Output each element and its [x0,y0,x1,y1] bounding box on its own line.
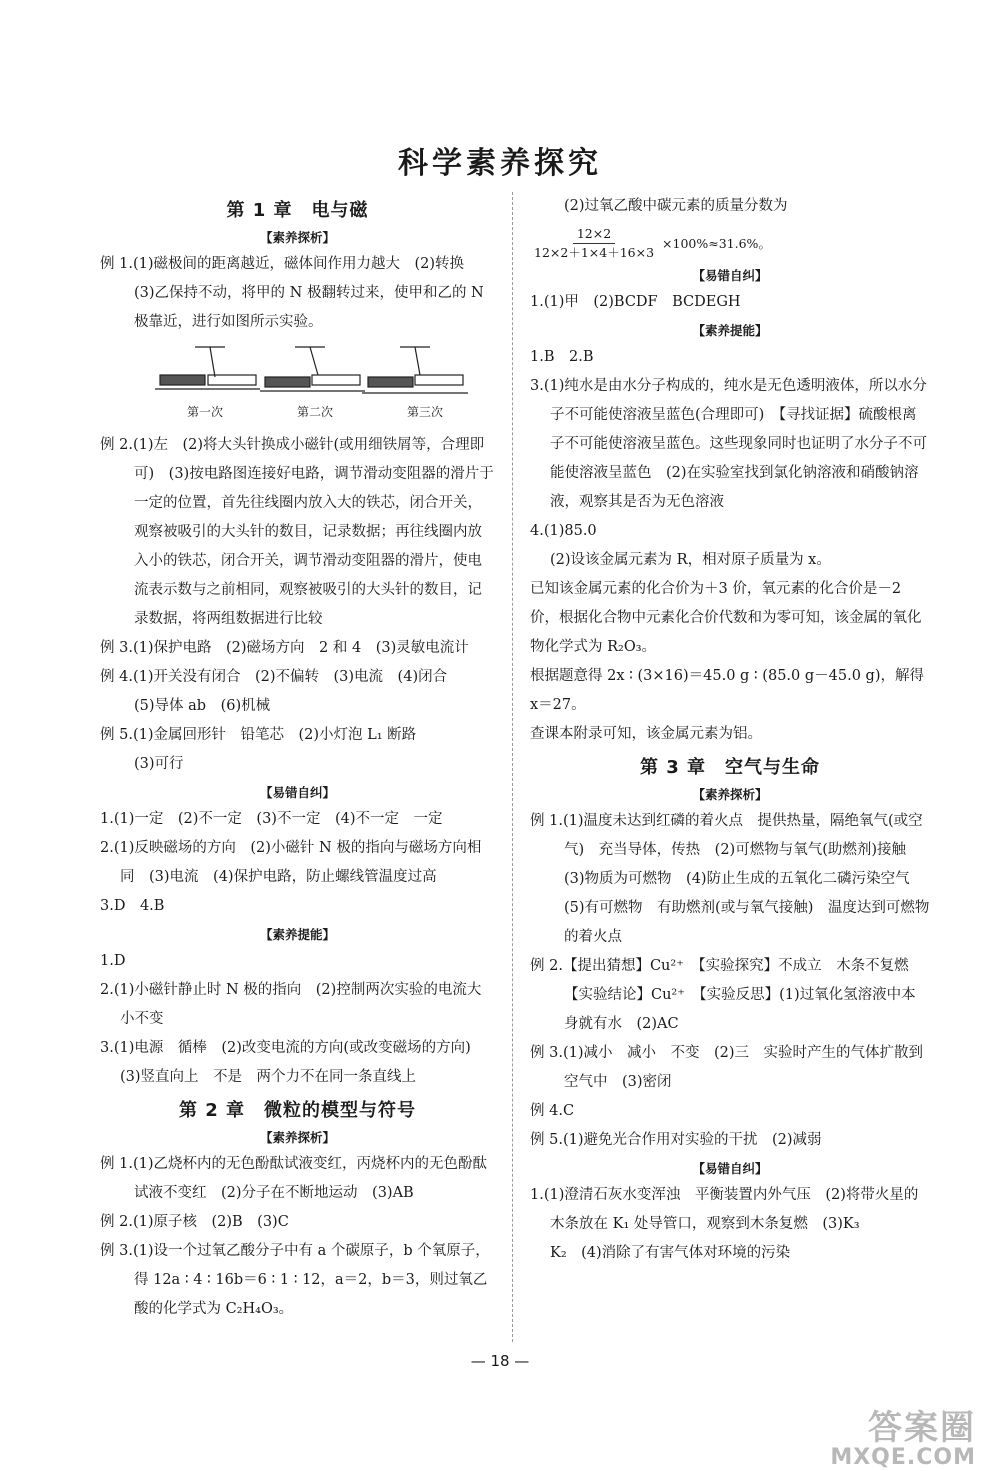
skill-item-3: 3.(1)电源 循棒 (2)改变电流的方向(或改变磁场的方向) [100,1040,471,1056]
example-4-cont: (5)导体 ab (6)机械 [134,698,271,714]
section-heading: 【素养探析】 [259,1130,335,1145]
ch3-example-2: 例 2.【提出猜想】Cu²⁺ 【实验探究】不成立 木条不复燃 [530,958,909,974]
fraction-numerator: 12×2 [573,225,615,244]
magnet-diagram [100,339,495,409]
magnet-experiment-figure [100,339,495,431]
chapter-3-title: 第 3 章 空气与生命 [639,757,821,778]
ch3-example-3: 例 3.(1)减小 减小 不变 (2)三 实验时产生的气体扩散到空气中 (3)密闭 [530,1045,924,1090]
section-heading: 【易错自纠】 [692,268,768,283]
example-3: 例 3.(1)保护电路 (2)磁场方向 2 和 4 (3)灵敏电流计 [100,640,469,656]
section-heading: 【易错自纠】 [692,1161,768,1176]
ch3-example-2-cont: 【实验结论】Cu²⁺ 【实验反思】(1)过氧化氢溶液中本身就有水 (2)AC [564,987,916,1032]
ch2-skill-item-1: 1.B 2.B [530,349,594,365]
column-divider [512,192,513,1342]
skill-item-1: 1.D [100,953,126,969]
chapter-1-title: 第 1 章 电与磁 [226,200,369,221]
section-heading: 【素养探析】 [259,230,335,245]
ch2-skill-item-4-cont: 根据题意得 2x ∶ (3×16)＝45.0 g ∶ (85.0 g－45.0 g)，解得 x＝27。 [530,668,924,713]
error-item-3: 3.D 4.B [100,898,165,914]
page-title: 科学素养探究 [398,146,602,181]
figure-caption: 第一次 [186,405,223,419]
section-heading: 【易错自纠】 [259,785,335,800]
example-5: 例 5.(1)金属回形针 铅笔芯 (2)小灯泡 L₁ 断路 [100,727,417,743]
section-heading: 【素养提能】 [259,927,335,942]
ch2-skill-item-4-cont: (2)设该金属元素为 R，相对原子质量为 x。 [550,552,831,568]
section-heading: 【素养提能】 [692,323,768,338]
ch3-example-4: 例 4.C [530,1103,575,1119]
chapter-2-title: 第 2 章 微粒的模型与符号 [178,1100,417,1121]
figure-caption: 第三次 [406,405,443,419]
watermark-url: MXQE.COM [830,1445,976,1470]
fraction-denominator: 12×2＋1×4＋16×3 [534,245,655,260]
ch2-skill-item-4-cont: 查课本附录可知，该金属元素为铝。 [530,726,762,742]
error-item-1: 1.(1)一定 (2)不一定 (3)不一定 (4)不一定 一定 [100,811,443,827]
example-1-cont: (3)乙保持不动，将甲的 N 极翻转过来，使甲和乙的 N 极靠近，进行如图所示实验。 [134,285,484,330]
ch2-example-1: 例 1.(1)乙烧杯内的无色酚酞试液变红，丙烧杯内的无色酚酞试液不变红 (2)分子在不断地运动 (3)AB [100,1156,487,1201]
ch3-error-item-1: 1.(1)澄清石灰水变浑浊 平衡装置内外气压 (2)将带火星的木条放在 K₁ 处导管口，观察到木条复燃 (3)K₃ [530,1187,919,1232]
ch2-example-3: 例 3.(1)设一个过氧乙酸分子中有 a 个碳原子，b 个氧原子，得 12a ∶ 4 ∶ 16b＝6 ∶ 1 ∶ 12，a＝2，b＝3，则过氧乙酸的化学式为 C₂H₄O₃。 [100,1243,490,1317]
ch2-example-2: 例 2.(1)原子核 (2)B (3)C [100,1214,289,1230]
skill-item-2: 2.(1)小磁针静止时 N 极的指向 (2)控制两次实验的电流大小不变 [100,982,482,1027]
fraction-result: ×100%≈31.6%。 [662,235,771,251]
figure-captions [150,403,480,420]
page-number: — 18 — [470,1352,530,1370]
watermark [830,1400,976,1470]
example-2: 例 2.(1)左 (2)将大头针换成小磁针(或用细铁屑等，合理即可) (3)按电路图连接好电路，调节滑动变阻器的滑片于一定的位置，首先往线圈内放入大的铁芯，闭合开关，观察被吸引的大头针的数目，记录数据；再往线圈内放入小的铁芯，闭合开关，调节滑动变阻器的滑片，使电流表示数与之前相同，观察被吸引的大头针的数目，记录数据，将两组数据进行比较 [100,437,494,627]
left-column [100,192,495,1324]
ch2-skill-item-4: 4.(1)85.0 [530,523,597,539]
example-4: 例 4.(1)开关没有闭合 (2)不偏转 (3)电流 (4)闭合 [100,669,448,685]
watermark-logo: 答案圈 [868,1408,976,1448]
example-1: 例 1.(1)磁极间的距离越近，磁体间作用力越大 (2)转换 [100,256,465,272]
right-column [530,192,930,1268]
section-heading: 【素养探析】 [692,787,768,802]
example-5-cont: (3)可行 [134,756,184,772]
fraction-formula [530,225,930,262]
ch3-example-1: 例 1.(1)温度未达到红磷的着火点 提供热量，隔绝氧气(或空气) 充当导体，传热 (2)可燃物与氧气(助燃剂)接触 (3)物质为可燃物 (4)防止生成的五氧化二磷污染空气 (5)有可燃物 有助燃剂(或与氧气接触) 温度达到可燃物的着火点 [530,813,930,945]
ch3-error-item-1-cont: K₂ (4)消除了有害气体对环境的污染 [550,1245,791,1261]
ch2-example-3-cont: (2)过氧乙酸中碳元素的质量分数为 [564,198,788,214]
figure-caption: 第二次 [296,405,333,419]
ch2-skill-item-3: 3.(1)纯水是由水分子构成的，纯水是无色透明液体，所以水分子不可能使溶液呈蓝色(合理即可) 【寻找证据】硫酸根离子不可能使溶液呈蓝色。这些现象同时也证明了水分子不可能使溶液呈蓝色 (2)在实验室找到氯化钠溶液和硝酸钠溶液，观察其是否为无色溶液 [530,378,927,510]
error-item-2: 2.(1)反映磁场的方向 (2)小磁针 N 极的指向与磁场方向相同 (3)电流 (4)保护电路，防止螺线管温度过高 [100,840,482,885]
ch2-error-item-1: 1.(1)甲 (2)BCDF BCDEGH [530,294,741,310]
fraction [530,225,658,262]
ch3-example-5: 例 5.(1)避免光合作用对实验的干扰 (2)减弱 [530,1132,822,1148]
skill-item-3-cont: (3)竖直向上 不是 两个力不在同一条直线上 [120,1069,417,1085]
ch2-skill-item-4-cont: 已知该金属元素的化合价为＋3 价，氧元素的化合价是－2 价，根据化合物中元素化合价代数和为零可知，该金属的氧化物化学式为 R₂O₃。 [530,581,922,655]
